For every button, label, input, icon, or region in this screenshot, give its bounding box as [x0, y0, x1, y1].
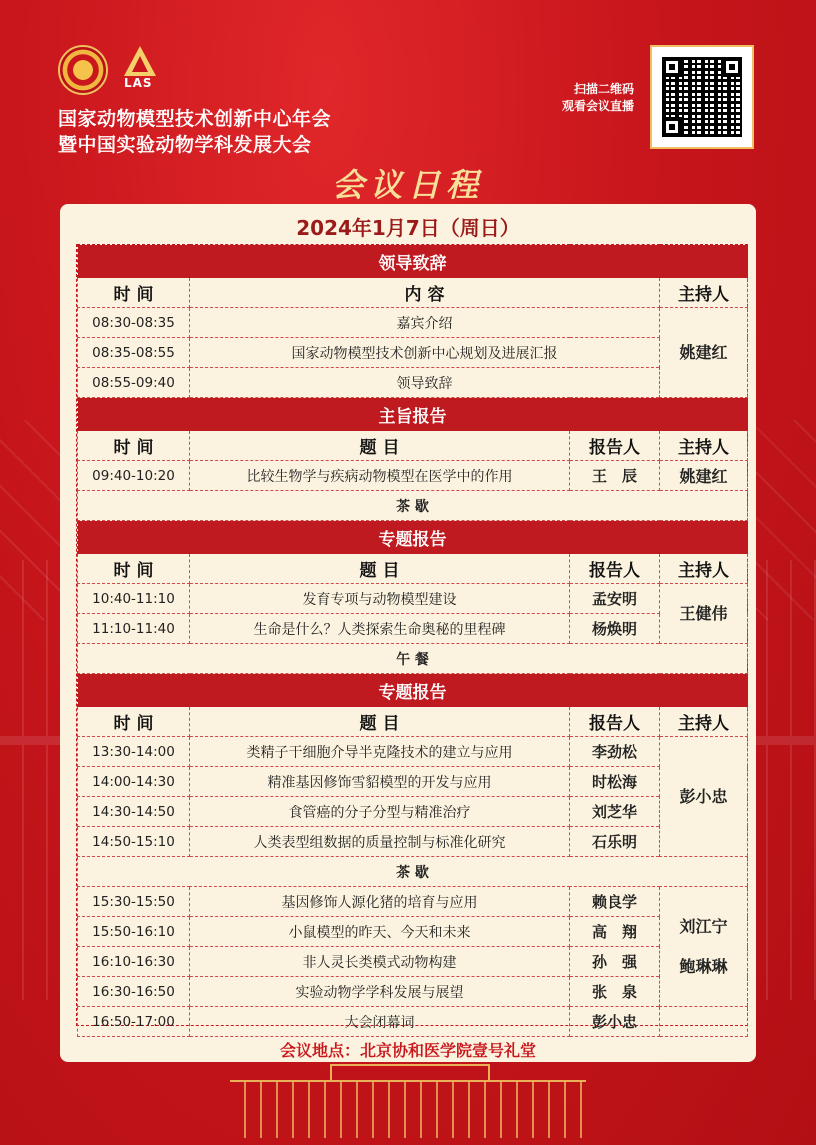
row-speaker: 时松海	[570, 767, 660, 797]
row-topic: 大会闭幕词	[190, 1007, 570, 1037]
table-row	[78, 797, 748, 827]
las-logo-text: LAS	[124, 76, 153, 90]
schedule-table	[77, 244, 748, 1037]
break-row	[78, 644, 748, 674]
table-row	[78, 977, 748, 1007]
col-content: 内 容	[190, 278, 660, 308]
row-topic: 实验动物学学科发展与展望	[190, 977, 570, 1007]
row-time: 16:10-16:30	[78, 947, 190, 977]
row-speaker: 孟安明	[570, 584, 660, 614]
col-topic: 题 目	[190, 431, 570, 461]
row-time: 15:50-16:10	[78, 917, 190, 947]
break-label: 茶 歇	[78, 857, 748, 887]
row-host: 姚建红	[660, 461, 748, 491]
col-topic: 题 目	[190, 707, 570, 737]
section-header-leadership	[78, 245, 748, 278]
table-row	[78, 584, 748, 614]
section-title: 专题报告	[78, 521, 748, 554]
break-label: 午 餐	[78, 644, 748, 674]
table-row	[78, 308, 748, 338]
table-row	[78, 917, 748, 947]
row-topic: 人类表型组数据的质量控制与标准化研究	[190, 827, 570, 857]
col-host: 主持人	[660, 431, 748, 461]
break-row	[78, 857, 748, 887]
venue-info: 会议地点：北京协和医学院壹号礼堂	[279, 1041, 536, 1060]
conference-title-line1: 国家动物模型技术创新中心年会	[58, 108, 332, 130]
table-row	[78, 1007, 748, 1037]
column-header-row	[78, 554, 748, 584]
qr-finder-bottom-left	[662, 117, 682, 137]
row-speaker: 孙 强	[570, 947, 660, 977]
row-time: 14:50-15:10	[78, 827, 190, 857]
col-time: 时 间	[78, 554, 190, 584]
table-row	[78, 947, 748, 977]
row-topic: 生命是什么？人类探索生命奥秘的里程碑	[190, 614, 570, 644]
row-speaker: 彭小忠	[570, 1007, 660, 1037]
las-logo	[116, 46, 178, 94]
col-speaker: 报告人	[570, 707, 660, 737]
row-speaker: 张 泉	[570, 977, 660, 1007]
row-host: 彭小忠	[660, 737, 748, 857]
table-row	[78, 827, 748, 857]
building-illustration	[230, 1080, 586, 1138]
schedule-card	[60, 204, 756, 1062]
section-header-topic-morning	[78, 521, 748, 554]
col-time: 时 间	[78, 707, 190, 737]
host-name-1: 刘江宁	[679, 916, 728, 936]
section-header-topic-afternoon	[78, 674, 748, 707]
row-topic: 基因修饰人源化猪的培育与应用	[190, 887, 570, 917]
schedule-table-container	[76, 244, 748, 1031]
col-host: 主持人	[660, 278, 748, 308]
qr-finder-top-left	[662, 57, 682, 77]
row-time: 16:30-16:50	[78, 977, 190, 1007]
row-time: 08:35-08:55	[78, 338, 190, 368]
row-time: 08:55-09:40	[78, 368, 190, 398]
row-host-pair	[660, 887, 748, 1007]
row-content: 领导致辞	[190, 368, 660, 398]
row-content: 国家动物模型技术创新中心规划及进展汇报	[190, 338, 660, 368]
row-time: 14:30-14:50	[78, 797, 190, 827]
row-time: 14:00-14:30	[78, 767, 190, 797]
col-topic: 题 目	[190, 554, 570, 584]
row-time: 15:30-15:50	[78, 887, 190, 917]
row-time: 13:30-14:00	[78, 737, 190, 767]
row-topic: 食管癌的分子分型与精准治疗	[190, 797, 570, 827]
table-row	[78, 368, 748, 398]
row-speaker: 高 翔	[570, 917, 660, 947]
row-host-empty	[660, 1007, 748, 1037]
schedule-title: 会议日程	[331, 166, 484, 204]
row-topic: 非人灵长类模式动物构建	[190, 947, 570, 977]
row-time: 16:50-17:00	[78, 1007, 190, 1037]
break-row	[78, 491, 748, 521]
row-topic: 比较生物学与疾病动物模型在医学中的作用	[190, 461, 570, 491]
academy-seal-logo	[58, 45, 108, 95]
table-row	[78, 338, 748, 368]
qr-caption-line1: 扫描二维码	[573, 82, 634, 96]
break-label: 茶 歇	[78, 491, 748, 521]
row-speaker: 李劲松	[570, 737, 660, 767]
column-header-row	[78, 707, 748, 737]
qr-caption-line2: 观看会议直播	[561, 99, 634, 113]
section-title: 领导致辞	[78, 245, 748, 278]
column-header-row	[78, 431, 748, 461]
col-time: 时 间	[78, 278, 190, 308]
table-row	[78, 614, 748, 644]
col-host: 主持人	[660, 707, 748, 737]
row-speaker: 石乐明	[570, 827, 660, 857]
host-name-2: 鲍琳琳	[679, 956, 728, 976]
row-topic: 精准基因修饰雪貂模型的开发与应用	[190, 767, 570, 797]
row-time: 09:40-10:20	[78, 461, 190, 491]
qr-pattern	[662, 57, 742, 137]
row-speaker: 赖良学	[570, 887, 660, 917]
row-time: 08:30-08:35	[78, 308, 190, 338]
row-topic: 小鼠模型的昨天、今天和未来	[190, 917, 570, 947]
table-row	[78, 887, 748, 917]
row-speaker: 王 辰	[570, 461, 660, 491]
row-host: 姚建红	[660, 308, 748, 398]
section-header-keynote	[78, 398, 748, 431]
qr-finder-top-right	[722, 57, 742, 77]
row-speaker: 杨焕明	[570, 614, 660, 644]
col-speaker: 报告人	[570, 554, 660, 584]
row-host: 王健伟	[660, 584, 748, 644]
table-row	[78, 737, 748, 767]
row-time: 10:40-11:10	[78, 584, 190, 614]
livestream-qr-code[interactable]	[650, 45, 754, 149]
schedule-date: 2024年1月7日（周日）	[296, 216, 520, 240]
section-title: 主旨报告	[78, 398, 748, 431]
col-host: 主持人	[660, 554, 748, 584]
row-topic: 发育专项与动物模型建设	[190, 584, 570, 614]
section-title: 专题报告	[78, 674, 748, 707]
row-speaker: 刘芝华	[570, 797, 660, 827]
table-row	[78, 461, 748, 491]
col-speaker: 报告人	[570, 431, 660, 461]
conference-title-line2: 暨中国实验动物学科发展大会	[58, 134, 312, 156]
column-header-row	[78, 278, 748, 308]
row-time: 11:10-11:40	[78, 614, 190, 644]
row-topic: 类精子干细胞介导半克隆技术的建立与应用	[190, 737, 570, 767]
table-row	[78, 767, 748, 797]
col-time: 时 间	[78, 431, 190, 461]
las-triangle-icon	[124, 46, 156, 76]
row-content: 嘉宾介绍	[190, 308, 660, 338]
